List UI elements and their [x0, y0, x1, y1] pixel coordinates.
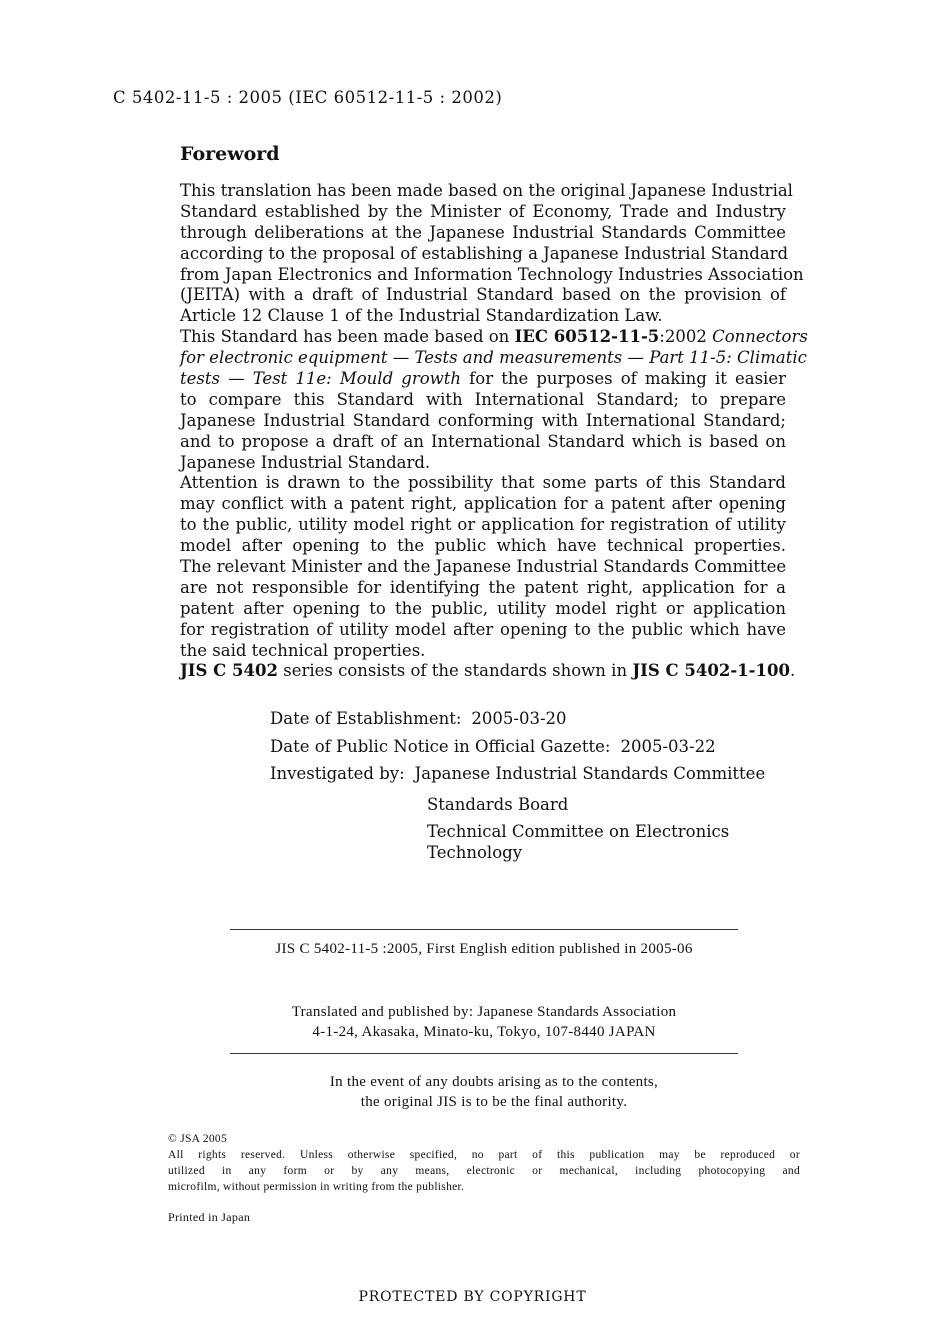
- para4-line: [180, 661, 796, 682]
- publisher-address: 4-1-24, Akasaka, Minato-ku, Tokyo, 107-8440 JAPAN: [312, 1024, 656, 1040]
- standards-board: Standards Board: [427, 794, 569, 814]
- authority-notice-line: the original JIS is to be the final authority.: [360, 1094, 628, 1110]
- para1-line: This translation has been made based on the original Japanese Industrial: [180, 181, 793, 200]
- para3-line: for registration of utility model after opening to the public which have: [180, 619, 786, 639]
- copyright-line: microfilm, without permission in writing from the publisher.: [168, 1181, 465, 1193]
- copyright-notice: [168, 1131, 800, 1195]
- para1-line: from Japan Electronics and Information Technology Industries Association: [180, 264, 804, 284]
- para1-line: Article 12 Clause 1 of the Industrial Standardization Law.: [180, 306, 663, 326]
- para4-text: .: [789, 661, 796, 681]
- notice-date: 2005-03-22: [620, 736, 716, 756]
- divider-top: [230, 929, 738, 930]
- notice-row: [270, 733, 765, 761]
- para3-line: Attention is drawn to the possibility that some parts of this Standard: [180, 473, 786, 493]
- jis-series-reference: JIS C 5402: [180, 661, 278, 681]
- edition-statement: JIS C 5402-11-5 :2005, First English edition published in 2005-06: [275, 941, 693, 957]
- para2-text: This Standard has been made based on: [180, 327, 515, 347]
- para2-line: [180, 369, 786, 390]
- copyright-line: All rights reserved. Unless otherwise specified, no part of this publication may be reproduced or: [168, 1149, 800, 1161]
- para2-line: [180, 327, 808, 348]
- para1-line: through deliberations at the Japanese Industrial Standards Committee: [180, 222, 786, 242]
- para2-line: Japanese Industrial Standard.: [180, 452, 431, 472]
- iec-title: for electronic equipment — Tests and measurements — Part 11-5: Climatic: [180, 348, 807, 368]
- publisher-name: Translated and published by: Japanese Standards Association: [291, 1004, 677, 1020]
- technical-committee: Technical Committee on Electronics: [427, 822, 730, 842]
- iec-reference: IEC 60512-11-5: [514, 327, 660, 347]
- para4-text: series consists of the standards shown in: [278, 661, 633, 681]
- para3-line: The relevant Minister and the Japanese Industrial Standards Committee: [180, 557, 787, 577]
- technical-committee-cont: Technology: [427, 842, 523, 862]
- investigated-label: Investigated by:: [270, 764, 405, 784]
- notice-label: Date of Public Notice in Official Gazette:: [270, 736, 611, 756]
- para3-line: the said technical properties.: [180, 640, 426, 660]
- document-header: C 5402-11-5 : 2005 (IEC 60512-11-5 : 2002): [113, 88, 503, 107]
- authority-notice-line: In the event of any doubts arising as to the contents,: [329, 1074, 659, 1090]
- para1-line: according to the proposal of establishing a Japanese Industrial Standard: [180, 243, 789, 263]
- page-footer: PROTECTED BY COPYRIGHT: [358, 1289, 587, 1305]
- jis-reference: JIS C 5402-1-100: [632, 661, 790, 681]
- establishment-row: [270, 705, 765, 733]
- authority-notice: [230, 1072, 758, 1112]
- para2-text: for the purposes of making it easier: [461, 369, 786, 389]
- standard-metadata: [270, 705, 765, 863]
- publisher-info: [230, 1002, 738, 1042]
- divider-bottom: [230, 1053, 738, 1054]
- foreword-title: Foreword: [180, 143, 280, 165]
- foreword-body: [180, 181, 808, 682]
- investigating-bodies: [427, 795, 765, 864]
- para2-line: and to propose a draft of an International Standard which is based on: [180, 431, 786, 451]
- para2-text: :2002: [659, 327, 713, 347]
- para3-line: to the public, utility model right or application for registration of utility: [180, 515, 786, 535]
- investigated-by: Japanese Industrial Standards Committee: [414, 764, 766, 784]
- para3-line: patent after opening to the public, utility model right or application: [180, 598, 786, 618]
- iec-title: tests — Test 11e: Mould growth: [180, 369, 462, 389]
- investigated-row: [270, 760, 765, 788]
- para3-line: may conflict with a patent right, application for a patent after opening: [180, 494, 786, 514]
- para1-line: (JEITA) with a draft of Industrial Standard based on the provision of: [180, 285, 786, 305]
- printed-in: Printed in Japan: [168, 1210, 251, 1224]
- establishment-date: 2005-03-20: [471, 709, 567, 728]
- para2-line: to compare this Standard with International Standard; to prepare: [180, 389, 786, 409]
- para2-line: [180, 348, 807, 369]
- copyright-line: utilized in any form or by any means, electronic or mechanical, including photocopying and: [168, 1165, 800, 1177]
- establishment-label: Date of Establishment:: [270, 709, 462, 728]
- copyright-line: © JSA 2005: [168, 1133, 228, 1145]
- para3-line: are not responsible for identifying the patent right, application for a: [180, 577, 786, 597]
- para3-line: model after opening to the public which have technical properties.: [180, 536, 786, 556]
- para2-line: Japanese Industrial Standard conforming with International Standard;: [180, 410, 786, 430]
- iec-title: Connectors: [712, 327, 808, 347]
- para1-line: Standard established by the Minister of Economy, Trade and Industry: [180, 201, 786, 221]
